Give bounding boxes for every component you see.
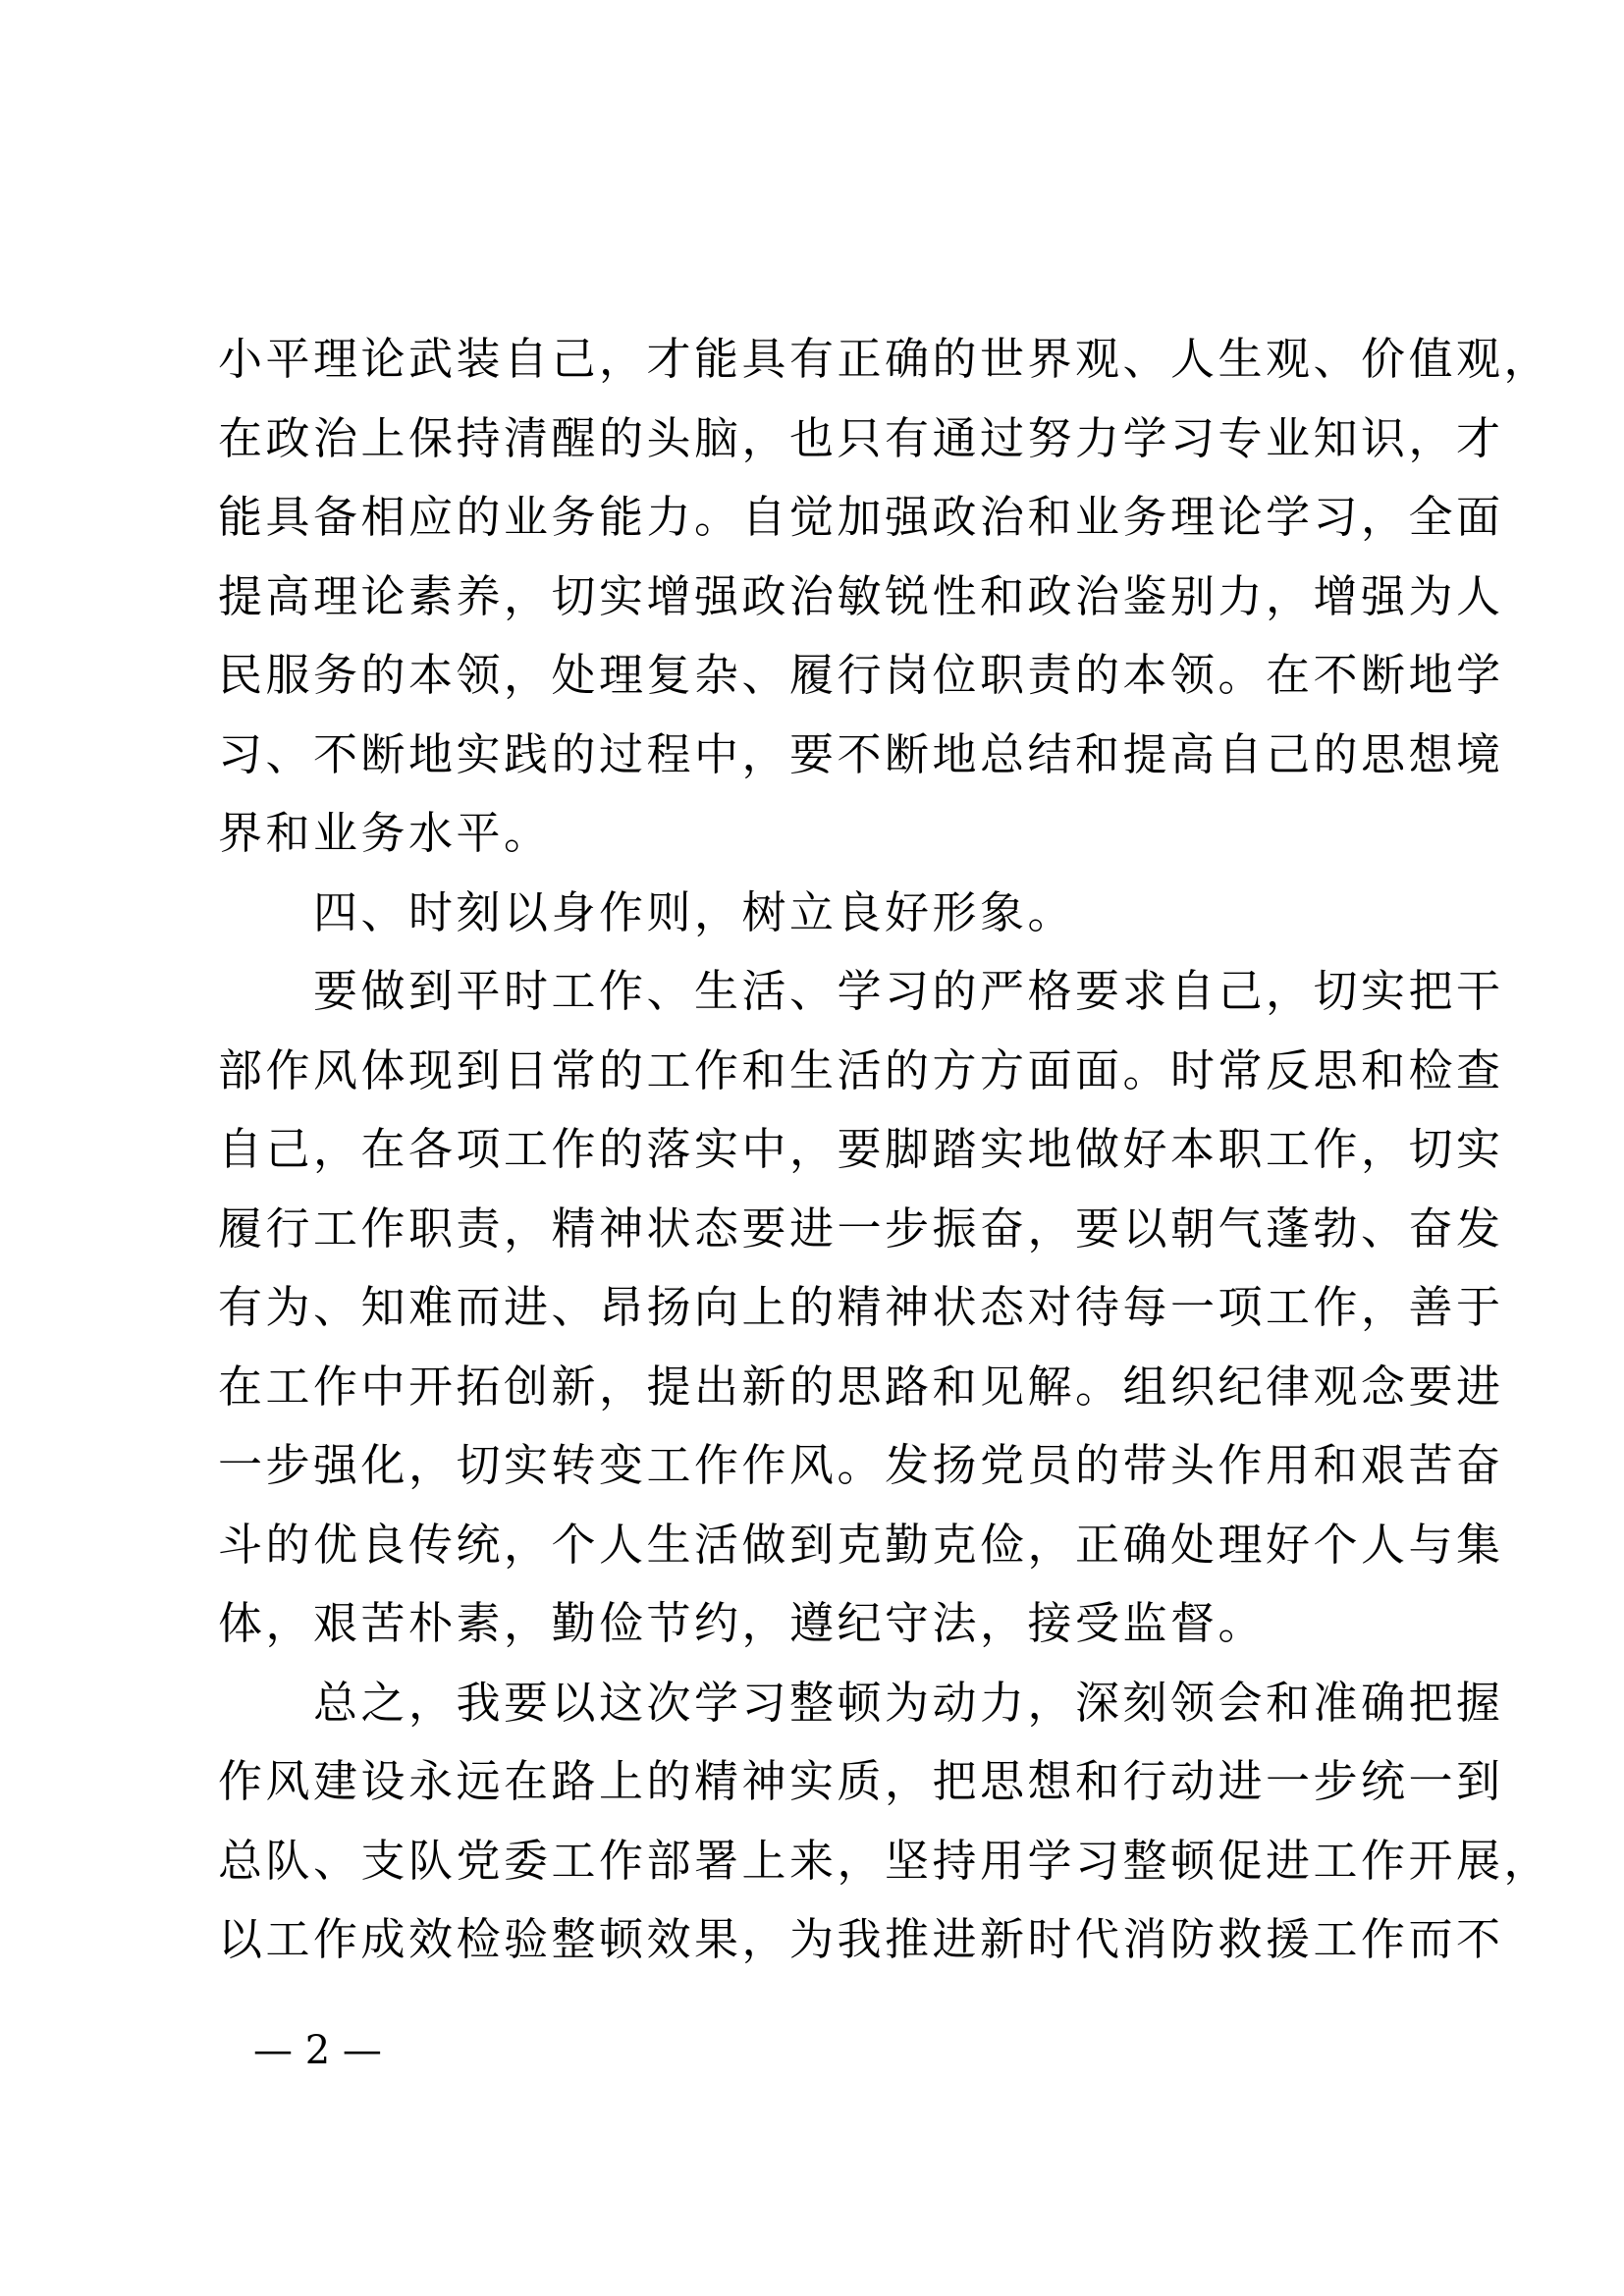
- text-line: 在工作中开拓创新，提出新的思路和见解。组织纪律观念要进: [218, 1360, 1504, 1413]
- text-line: 总队、支队党委工作部署上来，坚持用学习整顿促进工作开展，: [218, 1834, 1552, 1887]
- paragraph-start-line: 总之，我要以这次学习整顿为动力，深刻领会和准确把握: [313, 1676, 1504, 1729]
- document-body: [218, 320, 1552, 1980]
- text-line: 提高理论素养，切实增强政治敏锐性和政治鉴别力，增强为人: [218, 569, 1504, 622]
- text-line: 民服务的本领，处理复杂、履行岗位职责的本领。在不断地学: [218, 649, 1504, 701]
- text-line: 履行工作职责，精神状态要进一步振奋，要以朝气蓬勃、奋发: [218, 1201, 1504, 1255]
- text-line: 体，艰苦朴素，勤俭节约，遵纪守法，接受监督。: [218, 1597, 1267, 1649]
- text-line: 斗的优良传统，个人生活做到克勤克俭，正确处理好个人与集: [218, 1518, 1504, 1571]
- text-line: 部作风体现到日常的工作和生活的方方面面。时常反思和检查: [218, 1043, 1504, 1096]
- text-line: 以工作成效检验整顿效果，为我推进新时代消防救援工作而不: [218, 1913, 1504, 1965]
- text-line: 界和业务水平。: [218, 807, 552, 859]
- text-line: 在政治上保持清醒的头脑，也只有通过努力学习专业知识，才: [218, 411, 1504, 464]
- paragraph-start-line: 要做到平时工作、生活、学习的严格要求自己，切实把干: [313, 965, 1504, 1017]
- text-line: 小平理论武装自己，才能具有正确的世界观、人生观、价值观，: [218, 333, 1552, 385]
- text-line: 能具备相应的业务能力。自觉加强政治和业务理论学习，全面: [218, 491, 1504, 543]
- text-line: 自己，在各项工作的落实中，要脚踏实地做好本职工作，切实: [218, 1123, 1504, 1175]
- page-number: — 2 —: [253, 2028, 382, 2073]
- text-line: 有为、知难而进、昂扬向上的精神状态对待每一项工作，善于: [218, 1281, 1504, 1333]
- section-heading: 四、时刻以身作则，树立良好形象。: [313, 885, 1076, 938]
- text-line: 作风建设永远在路上的精神实质，把思想和行动进一步统一到: [218, 1755, 1504, 1807]
- text-line: 一步强化，切实转变工作作风。发扬党员的带头作用和艰苦奋: [218, 1439, 1504, 1491]
- text-line: 习、不断地实践的过程中，要不断地总结和提高自己的思想境: [218, 727, 1504, 780]
